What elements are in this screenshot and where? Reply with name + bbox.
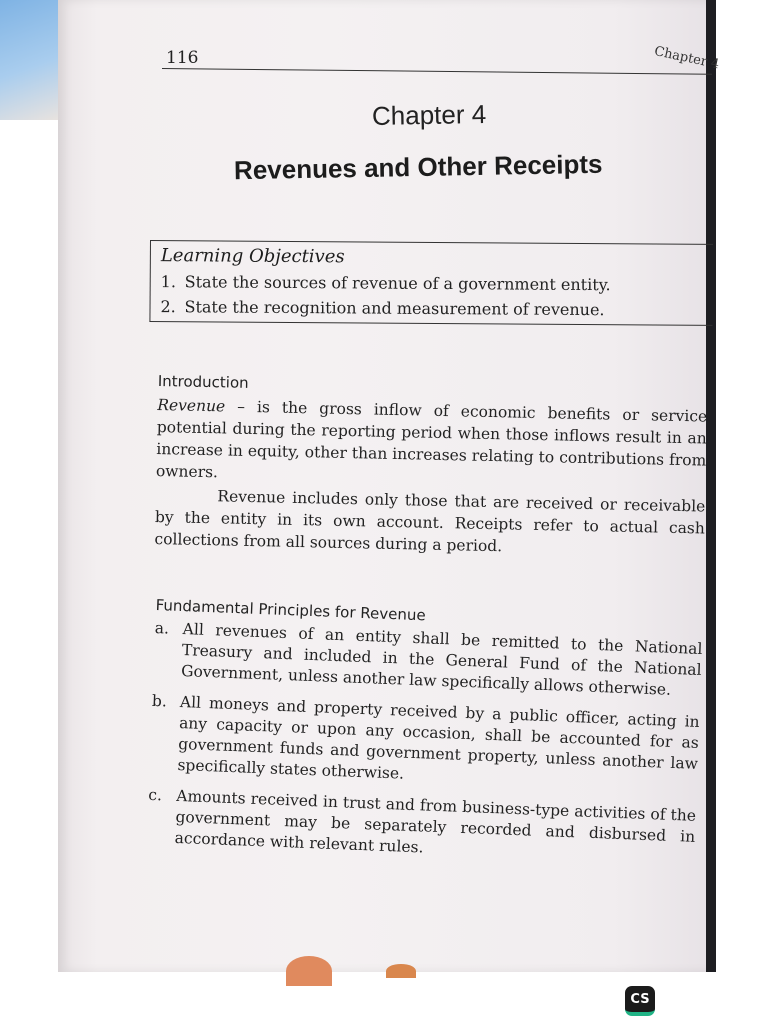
principle-text: All revenues of an entity shall be remitted to the National Treasury and included in the General Fund of the National Government, unless another law specifically allows otherwise. bbox=[180, 620, 703, 699]
objective-text: State the recognition and measurement of revenue. bbox=[184, 297, 605, 320]
revenue-definition-text: – is the gross inflow of economic benefits or service potential during the reporting period when those inflows result in an increase in equity, other than increases relating to contributions from owners. bbox=[155, 397, 708, 482]
principles-heading: Fundamental Principles for Revenue bbox=[155, 596, 426, 625]
revenue-definition bbox=[156, 394, 708, 493]
revenue-term: Revenue bbox=[157, 395, 226, 416]
principle-item bbox=[146, 785, 696, 869]
learning-objectives-heading: Learning Objectives bbox=[160, 245, 345, 268]
chapter-number: Chapter 4 bbox=[371, 99, 487, 131]
objective-number: 2. bbox=[160, 297, 176, 317]
introduction-heading: Introduction bbox=[157, 372, 249, 392]
receipts-paragraph: Revenue includes only those that are received or receivable by the entity in its own account. Receipts refer to actual cash collections from all sources during a period. bbox=[154, 487, 706, 556]
introduction-section bbox=[154, 372, 708, 561]
finger-shadow bbox=[286, 956, 332, 986]
page-edge-shadow bbox=[706, 0, 716, 972]
finger-shadow bbox=[386, 964, 416, 978]
principle-marker: b. bbox=[151, 691, 168, 711]
chapter-title: Revenues and Other Receipts bbox=[233, 148, 603, 186]
principles-section bbox=[146, 596, 704, 879]
learning-objectives-box bbox=[149, 240, 713, 326]
camscanner-logo-icon: CS bbox=[625, 986, 655, 1016]
principle-text: All moneys and property received by a public officer, acting in any capacity or upon any occasion, shall be accounted for as government funds and government property, unless another law specifically states otherwise. bbox=[177, 693, 700, 783]
background-sky bbox=[0, 0, 62, 120]
running-head: Chapter 4 bbox=[652, 44, 721, 73]
objective-item bbox=[160, 297, 604, 319]
objective-number: 1. bbox=[160, 272, 177, 292]
page-number: 116 bbox=[166, 48, 199, 68]
principle-marker: c. bbox=[148, 785, 163, 805]
objective-text: State the sources of revenue of a government entity. bbox=[184, 272, 611, 295]
objective-item bbox=[161, 272, 611, 294]
principle-marker: a. bbox=[154, 618, 170, 638]
principle-text: Amounts received in trust and from business-type activities of the government may be separately recorded and disbursed in accordance with relevant rules. bbox=[174, 786, 697, 857]
principle-item bbox=[149, 691, 700, 796]
